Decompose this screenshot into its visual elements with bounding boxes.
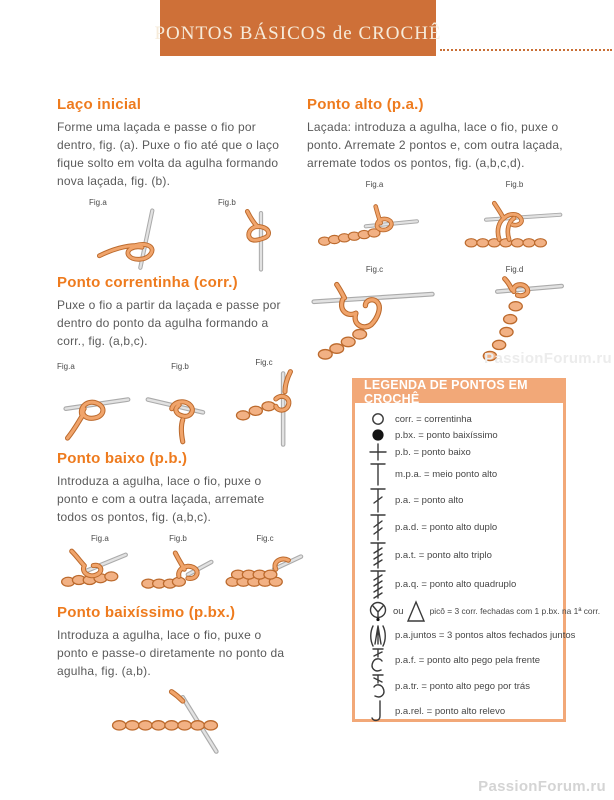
figure-label: Fig.c [365, 265, 384, 274]
legend-item-text: p.a.rel. = ponto alto relevo [395, 705, 506, 717]
triple-treble-crochet-icon [365, 569, 391, 599]
legend-item-pad [365, 513, 557, 541]
legend-item-text: p.a.tr. = ponto alto pego por trás [395, 680, 530, 692]
figure-label: Fig.a [365, 180, 384, 189]
section-ponto-baixo [57, 450, 295, 603]
front-post-stitch-icon [365, 647, 391, 673]
crochet-illustration [139, 544, 217, 598]
legend-item-text: p.a.f. = ponto alto pego pela frente [395, 654, 540, 666]
figure-label: Fig.b [505, 180, 524, 189]
section-body: Introduza a agulha, lace o fio, puxe o ponto e passe-o diretamente no ponto da agulha, fig. (a,b). [57, 628, 285, 678]
section-body: Puxe o fio a partir da laçada e passe por dentro do ponto da agulha formando a corr., fig. (a,b,c). [57, 298, 281, 348]
double-treble-crochet-icon [365, 541, 391, 569]
legend-item-pb [365, 443, 557, 461]
watermark: PassionForum.ru [478, 778, 606, 795]
legend-item-text: p.a. = ponto alto [395, 494, 464, 506]
legend-item-pa [365, 487, 557, 513]
legend-item-pico [365, 599, 601, 623]
figure-label: Fig.b [171, 362, 189, 371]
legend-item-paq [365, 569, 557, 599]
legend-item-corr [365, 411, 557, 427]
figure-label: Fig.d [505, 265, 524, 274]
figure-corr-a [57, 362, 135, 455]
figure-label: Fig.b [169, 534, 187, 543]
figure-label: Fig.a [57, 362, 75, 371]
figure-label: Fig.b [218, 198, 236, 207]
figure-baixo-c [221, 534, 309, 603]
relief-stitch-icon [365, 699, 391, 723]
legend-item-text: p.b. = ponto baixo [395, 446, 471, 458]
figure-label: Fig.c [255, 358, 273, 367]
figure-baixissimo [99, 688, 259, 763]
crochet-illustration [218, 208, 298, 272]
back-post-stitch-icon [365, 673, 391, 699]
figure-label: Fig.a [89, 198, 107, 207]
legend-item-pajuntos [365, 623, 576, 647]
picot-circle-icon [365, 599, 391, 623]
section-laco-inicial [57, 96, 295, 277]
crochet-illustration [57, 544, 135, 598]
legend-item-pat [365, 541, 557, 569]
legend-or-text: ou [393, 605, 404, 617]
legend-item-pbx [365, 427, 557, 443]
crochet-illustration [452, 275, 572, 367]
legend-item-text: p.a.t. = ponto alto triplo [395, 549, 492, 561]
section-heading: Ponto alto (p.a.) [307, 96, 424, 113]
slip-stitch-icon [365, 427, 391, 443]
section-heading: Ponto correntinha (corr.) [57, 274, 238, 291]
picot-triangle-icon [406, 599, 426, 623]
section-heading: Ponto baixo (p.b.) [57, 450, 188, 467]
legend-item-text: picô = 3 corr. fechadas com 1 p.bx. na 1ª corr. [429, 606, 601, 616]
crochet-illustration [141, 372, 219, 450]
figure-laco-a [89, 198, 184, 277]
legend-item-parel [365, 699, 557, 723]
figure-corr-b [141, 362, 219, 455]
figure-baixo-b [139, 534, 217, 603]
legend-item-mpa [365, 461, 557, 487]
treble-crochet-icon [365, 513, 391, 541]
chain-stitch-icon [365, 411, 391, 427]
header-dotted-rule [440, 49, 612, 51]
legend-item-text: corr. = correntinha [395, 413, 472, 425]
crochet-illustration [57, 372, 135, 450]
crochet-illustration [99, 688, 259, 758]
watermark: PassionForum.ru [484, 350, 612, 367]
figure-corr-c [225, 358, 303, 455]
crochet-illustration [221, 544, 309, 598]
figure-laco-b [218, 198, 298, 277]
crochet-illustration [307, 190, 432, 256]
section-ponto-correntinha [57, 274, 295, 455]
legend-items [355, 403, 601, 717]
figure-label: Fig.c [256, 534, 274, 543]
crochet-illustration [89, 208, 184, 272]
double-crochet-icon [365, 487, 391, 513]
half-double-crochet-icon [365, 461, 391, 487]
section-ponto-baixissimo [57, 604, 295, 763]
crochet-illustration [225, 368, 303, 450]
legend-box [352, 378, 601, 722]
figure-alto-b [452, 180, 577, 261]
legend-item-text: p.a.d. = ponto alto duplo [395, 521, 498, 533]
legend-title: LEGENDA DE PONTOS EM CROCHÊ [355, 381, 563, 403]
figure-baixo-a [57, 534, 135, 603]
page-header-band [154, 0, 442, 56]
section-body: Forme uma laçada e passe o fio por dentro, fig. (a). Puxe o fio até que o laço fique solto em volta da agulha formando nova laçada, fig. (b). [57, 120, 280, 188]
single-crochet-icon [365, 443, 391, 461]
legend-item-paf [365, 647, 557, 673]
figure-alto-d [452, 265, 577, 372]
crochet-illustration [307, 275, 442, 361]
legend-item-text: p.a.q. = ponto alto quadruplo [395, 578, 517, 590]
legend-item-text: p.a.juntos = 3 pontos altos fechados juntos [395, 629, 576, 641]
figure-alto-c [307, 265, 442, 372]
cluster-stitch-icon [365, 623, 391, 647]
section-heading: Laço inicial [57, 96, 142, 113]
section-heading: Ponto baixíssimo (p.bx.) [57, 604, 236, 621]
crochet-illustration [452, 190, 577, 256]
legend-item-patr [365, 673, 557, 699]
section-ponto-alto [307, 96, 569, 372]
figure-alto-a [307, 180, 442, 261]
section-body: Introduza a agulha, lace o fio, puxe o ponto e com a outra laçada, arremate todos os pontos, fig. (a,b,c). [57, 474, 265, 524]
page-title: PONTOS BÁSICOS de CROCHÊ [154, 23, 442, 44]
figure-label: Fig.a [91, 534, 109, 543]
legend-item-text: m.p.a. = meio ponto alto [395, 468, 498, 480]
legend-item-text: p.bx. = ponto baixíssimo [395, 429, 498, 441]
section-body: Laçada: introduza a agulha, lace o fio, puxe o ponto. Arremate 2 pontos e, com outra laçada, arremate todos os pontos, fig. (a,b,c,d). [307, 120, 563, 170]
